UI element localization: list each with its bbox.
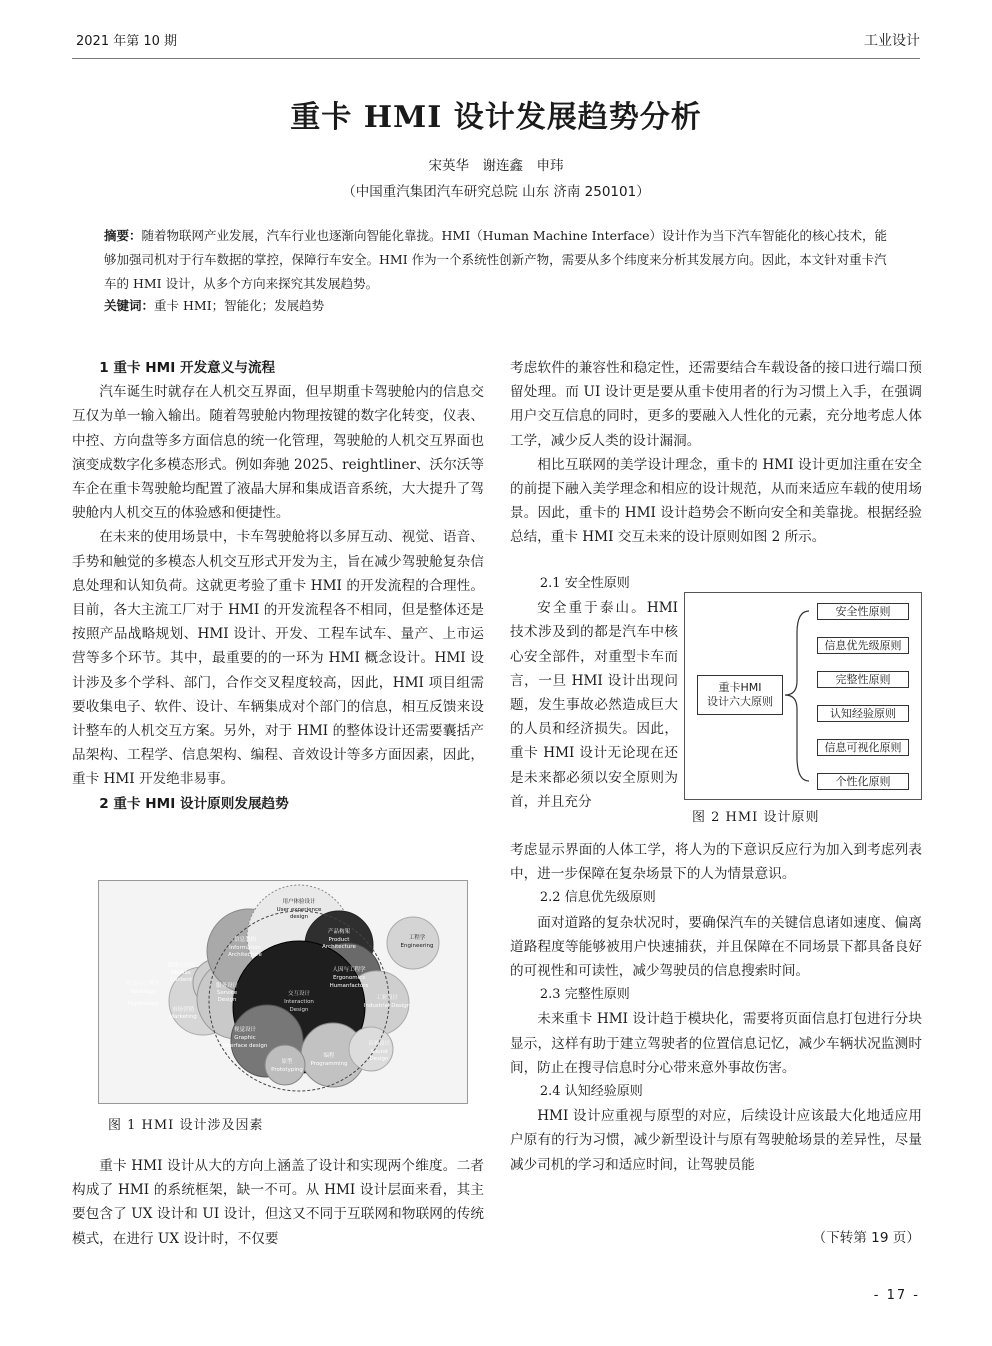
venn-label: 视觉设计 (233, 1027, 257, 1033)
venn-label: 编程 (323, 1053, 335, 1059)
venn-label: Architecture (322, 944, 356, 950)
paragraph: 重卡 HMI 设计从大的方向上涵盖了设计和实现两个维度。二者构成了 HMI 的系统框架，缺一不可。从 HMI 设计层面来看，其主要包含了 UX 设计和 UI 设计，但这又不同于互联网和物联网的传统模式，在进行 UX 设计时，不仅要 (72, 1158, 484, 1247)
venn-label: 市场营销 (171, 1007, 195, 1013)
fig2-brace (685, 593, 923, 801)
venn-label: Graphic (234, 1035, 256, 1041)
section-2-heading: 2 重卡 HMI 设计原则发展趋势 (99, 795, 289, 812)
fig2-item-personalization: 个性化原则 (817, 773, 909, 790)
venn-label: 用户体验设计 (282, 899, 316, 905)
figure-2-caption: 图 2 HMI 设计原则 (692, 810, 820, 825)
paragraph: 未来重卡 HMI 设计趋于模块化，需要将页面信息打包进行分块显示，这样有助于建立驾驶者的位置信息记忆，减少车辆状况监测时间，防止在搜寻信息时分心带来意外事故伤害。 (510, 1011, 922, 1076)
abstract-label: 摘要： (104, 228, 142, 243)
paragraph: 考虑软件的兼容性和稳定性，还需要结合车载设备的接口进行端口预留处理。而 UI 设计更是要从重卡使用者的行为习惯上入手，在强调用户交互信息的同时，更多的要融入人性化的元素，充分地考虑人体工学，减少反人类的设计漏洞。 (510, 360, 922, 449)
right-column-top (510, 356, 922, 550)
paragraph: 考虑显示界面的人体工学，将人为的下意识反应行为加入到考虑列表中，进一步保障在复杂场景下的人为情景意识。 (510, 842, 922, 883)
article-title: 重卡 HMI 设计发展趋势分析 (290, 100, 702, 135)
section-2-3-heading: 2.3 完整性原则 (539, 987, 630, 1003)
keywords-label: 关键词： (104, 298, 155, 313)
header-rule (72, 58, 920, 59)
venn-label: Sound (370, 1049, 388, 1055)
venn-label: Interaction (284, 999, 314, 1005)
venn-label: Humanfactors (329, 983, 369, 989)
fig2-item-priority: 信息优先级原则 (817, 637, 909, 654)
figure-1-caption: 图 1 HMI 设计涉及因素 (108, 1118, 264, 1133)
continued-note: （下转第 19 页） (812, 1230, 920, 1246)
venn-circle (265, 1045, 305, 1085)
keywords (104, 294, 890, 318)
keywords-text: 重卡 HMI；智能化；发展趋势 (154, 298, 325, 313)
section-2-4-heading: 2.4 认知经验原则 (539, 1084, 643, 1100)
venn-label: 社会与心理学 (126, 981, 160, 987)
abstract (104, 224, 890, 296)
venn-label: Programming (310, 1061, 348, 1067)
journal-section: 工业设计 (864, 33, 920, 49)
fig2-item-integrity: 完整性原则 (817, 671, 909, 688)
venn-label: Psychology (127, 1001, 159, 1007)
venn-label: 人因与工程学 (332, 967, 366, 973)
paragraph: 安全重于泰山。HMI 技术涉及到的都是汽车中核心安全部件，对重型卡车而言，一旦 HMI 设计出现问题，发生事故必然造成巨大的人员和经济损失。因此，重卡 HMI 设计无论现在还是未来都必须以安全原则为首，并且充分 (510, 600, 678, 810)
venn-label: 工程学 (408, 935, 426, 941)
paragraph: 汽车诞生时就存在人机交互界面，但早期重卡驾驶舱内的信息交互仅为单一输入输出。随着驾驶舱内物理按键的数字化转变，仪表、中控、方向盘等多方面信息的统一化管理，驾驶舱的人机交互界面也演变成数字化多模态形式。例如奔驰 2025、reightliner、沃尔沃等车企在重卡驾驶舱均配置了液晶大屏和集成语音系统，大大提升了驾驶舱内人机交互的体验感和便捷性。 (72, 384, 484, 522)
venn-label: Design (289, 1007, 309, 1013)
right-column-narrow (510, 572, 678, 814)
venn-label: Product (328, 937, 350, 943)
left-column-bottom (72, 1154, 484, 1251)
venn-label: 服务设计 (215, 983, 239, 989)
figure-1-venn (99, 881, 467, 1103)
venn-label: User experience (276, 907, 322, 913)
venn-label: 原型 (281, 1059, 293, 1065)
article-affiliation: （中国重汽集团汽车研究总院 山东 济南 250101） (342, 184, 650, 200)
section-2-1-heading: 2.1 安全性原则 (539, 576, 630, 591)
venn-label: Medias (171, 970, 191, 976)
left-column (72, 356, 484, 816)
venn-label: Design (217, 997, 237, 1003)
venn-label: Content (170, 977, 192, 983)
venn-label: Sociology (129, 989, 157, 995)
venn-label: Interface design (222, 1043, 268, 1049)
fig2-root-box: 重卡HMI 设计六大原则 (697, 675, 783, 715)
venn-label: 工业设计 (375, 995, 399, 1001)
fig2-item-safety: 安全性原则 (817, 603, 909, 620)
right-column-bottom (510, 838, 922, 1177)
fig2-item-visualization: 信息可视化原则 (817, 739, 909, 756)
venn-label: Information (229, 945, 261, 951)
venn-label: 信息架构 (233, 937, 257, 943)
venn-label: Marketing (169, 1014, 197, 1020)
venn-label: 媒体与内容 (167, 963, 195, 969)
paragraph: HMI 设计应重视与原型的对应，后续设计应该最大化地适应用户原有的行为习惯，减少新型设计与原有驾驶舱场景的差异性，尽量减少司机的学习和适应时间，让驾驶员能 (510, 1108, 922, 1173)
venn-label: Engineering (400, 943, 434, 949)
venn-label: Prototyping (271, 1067, 303, 1073)
journal-issue: 2021 年第 10 期 (76, 34, 178, 49)
section-1-heading: 1 重卡 HMI 开发意义与流程 (99, 360, 276, 376)
figure-2 (684, 592, 922, 800)
article-authors: 宋英华 谢连鑫 申玮 (428, 158, 564, 174)
figure-1 (98, 880, 468, 1104)
page-number: - 17 - (873, 1288, 920, 1303)
paragraph: 面对道路的复杂状况时，要确保汽车的关键信息诸如速度、偏离道路程度等能够被用户快速捕获，并且保障在不同场景下都具备良好的可视性和可读性，减少驾驶员的信息搜索时间。 (510, 914, 922, 980)
abstract-text: 随着物联网产业发展，汽车行业也逐渐向智能化靠拢。HMI（Human Machine Interface）设计作为当下汽车智能化的核心技术，能够加强司机对于行车数据的掌控，保障行车安全。HMI 作为一个系统性创新产物，需要从多个纬度来分析其发展方向。因此，本文针对重卡汽车的 HMI 设计，从多个方向来探究其发展趋势。 (104, 228, 888, 291)
venn-label: Design (369, 1056, 389, 1062)
paragraph: 在未来的使用场景中，卡车驾驶舱将以多屏互动、视觉、语音、手势和触觉的多模态人机交互形式开发为主，旨在减少驾驶舱复杂信息处理和认知负荷。这就更考验了重卡 HMI 的开发流程的合理性。目前，各大主流工厂对于 HMI 的开发流程各不相同，但是整体还是按照产品战略规划、HMI 设计、开发、工程车试车、量产、上市运营等多个环节。其中，最重要的的一环为 HMI 概念设计。HMI 设计涉及多个学科、部门，合作交叉程度较高，因此，HMI 项目组需要收集电子、软件、设计、车辆集成对个部门的信息，相互反馈来设计整车的人机交互方案。另外，对于 HMI 的整体设计还需要囊括产品架构、工程学、信息架构、编程、音效设计等多方面因素，因此，重卡 HMI 开发绝非易事。 (72, 529, 484, 788)
venn-label: 交互设计 (287, 991, 311, 997)
section-2-2-heading: 2.2 信息优先级原则 (539, 890, 656, 906)
paragraph: 相比互联网的美学设计理念，重卡的 HMI 设计更加注重在安全的前提下融入美学理念和相应的设计规范，从而来适应车载的使用场景。因此，重卡的 HMI 设计趋势会不断向安全和美靠拢。根据经验总结，重卡 HMI 交互未来的设计原则如图 2 所示。 (510, 456, 922, 546)
venn-label: design (289, 914, 309, 920)
venn-label: 音效设计 (367, 1041, 391, 1047)
venn-label: Service (216, 990, 238, 996)
venn-label: Industrial Design (363, 1003, 411, 1009)
fig2-item-cognitive: 认知经验原则 (817, 705, 909, 722)
venn-label: 产品构架 (327, 929, 351, 935)
venn-label: Ergonomics (332, 975, 366, 981)
venn-label: Architecture (228, 952, 262, 958)
